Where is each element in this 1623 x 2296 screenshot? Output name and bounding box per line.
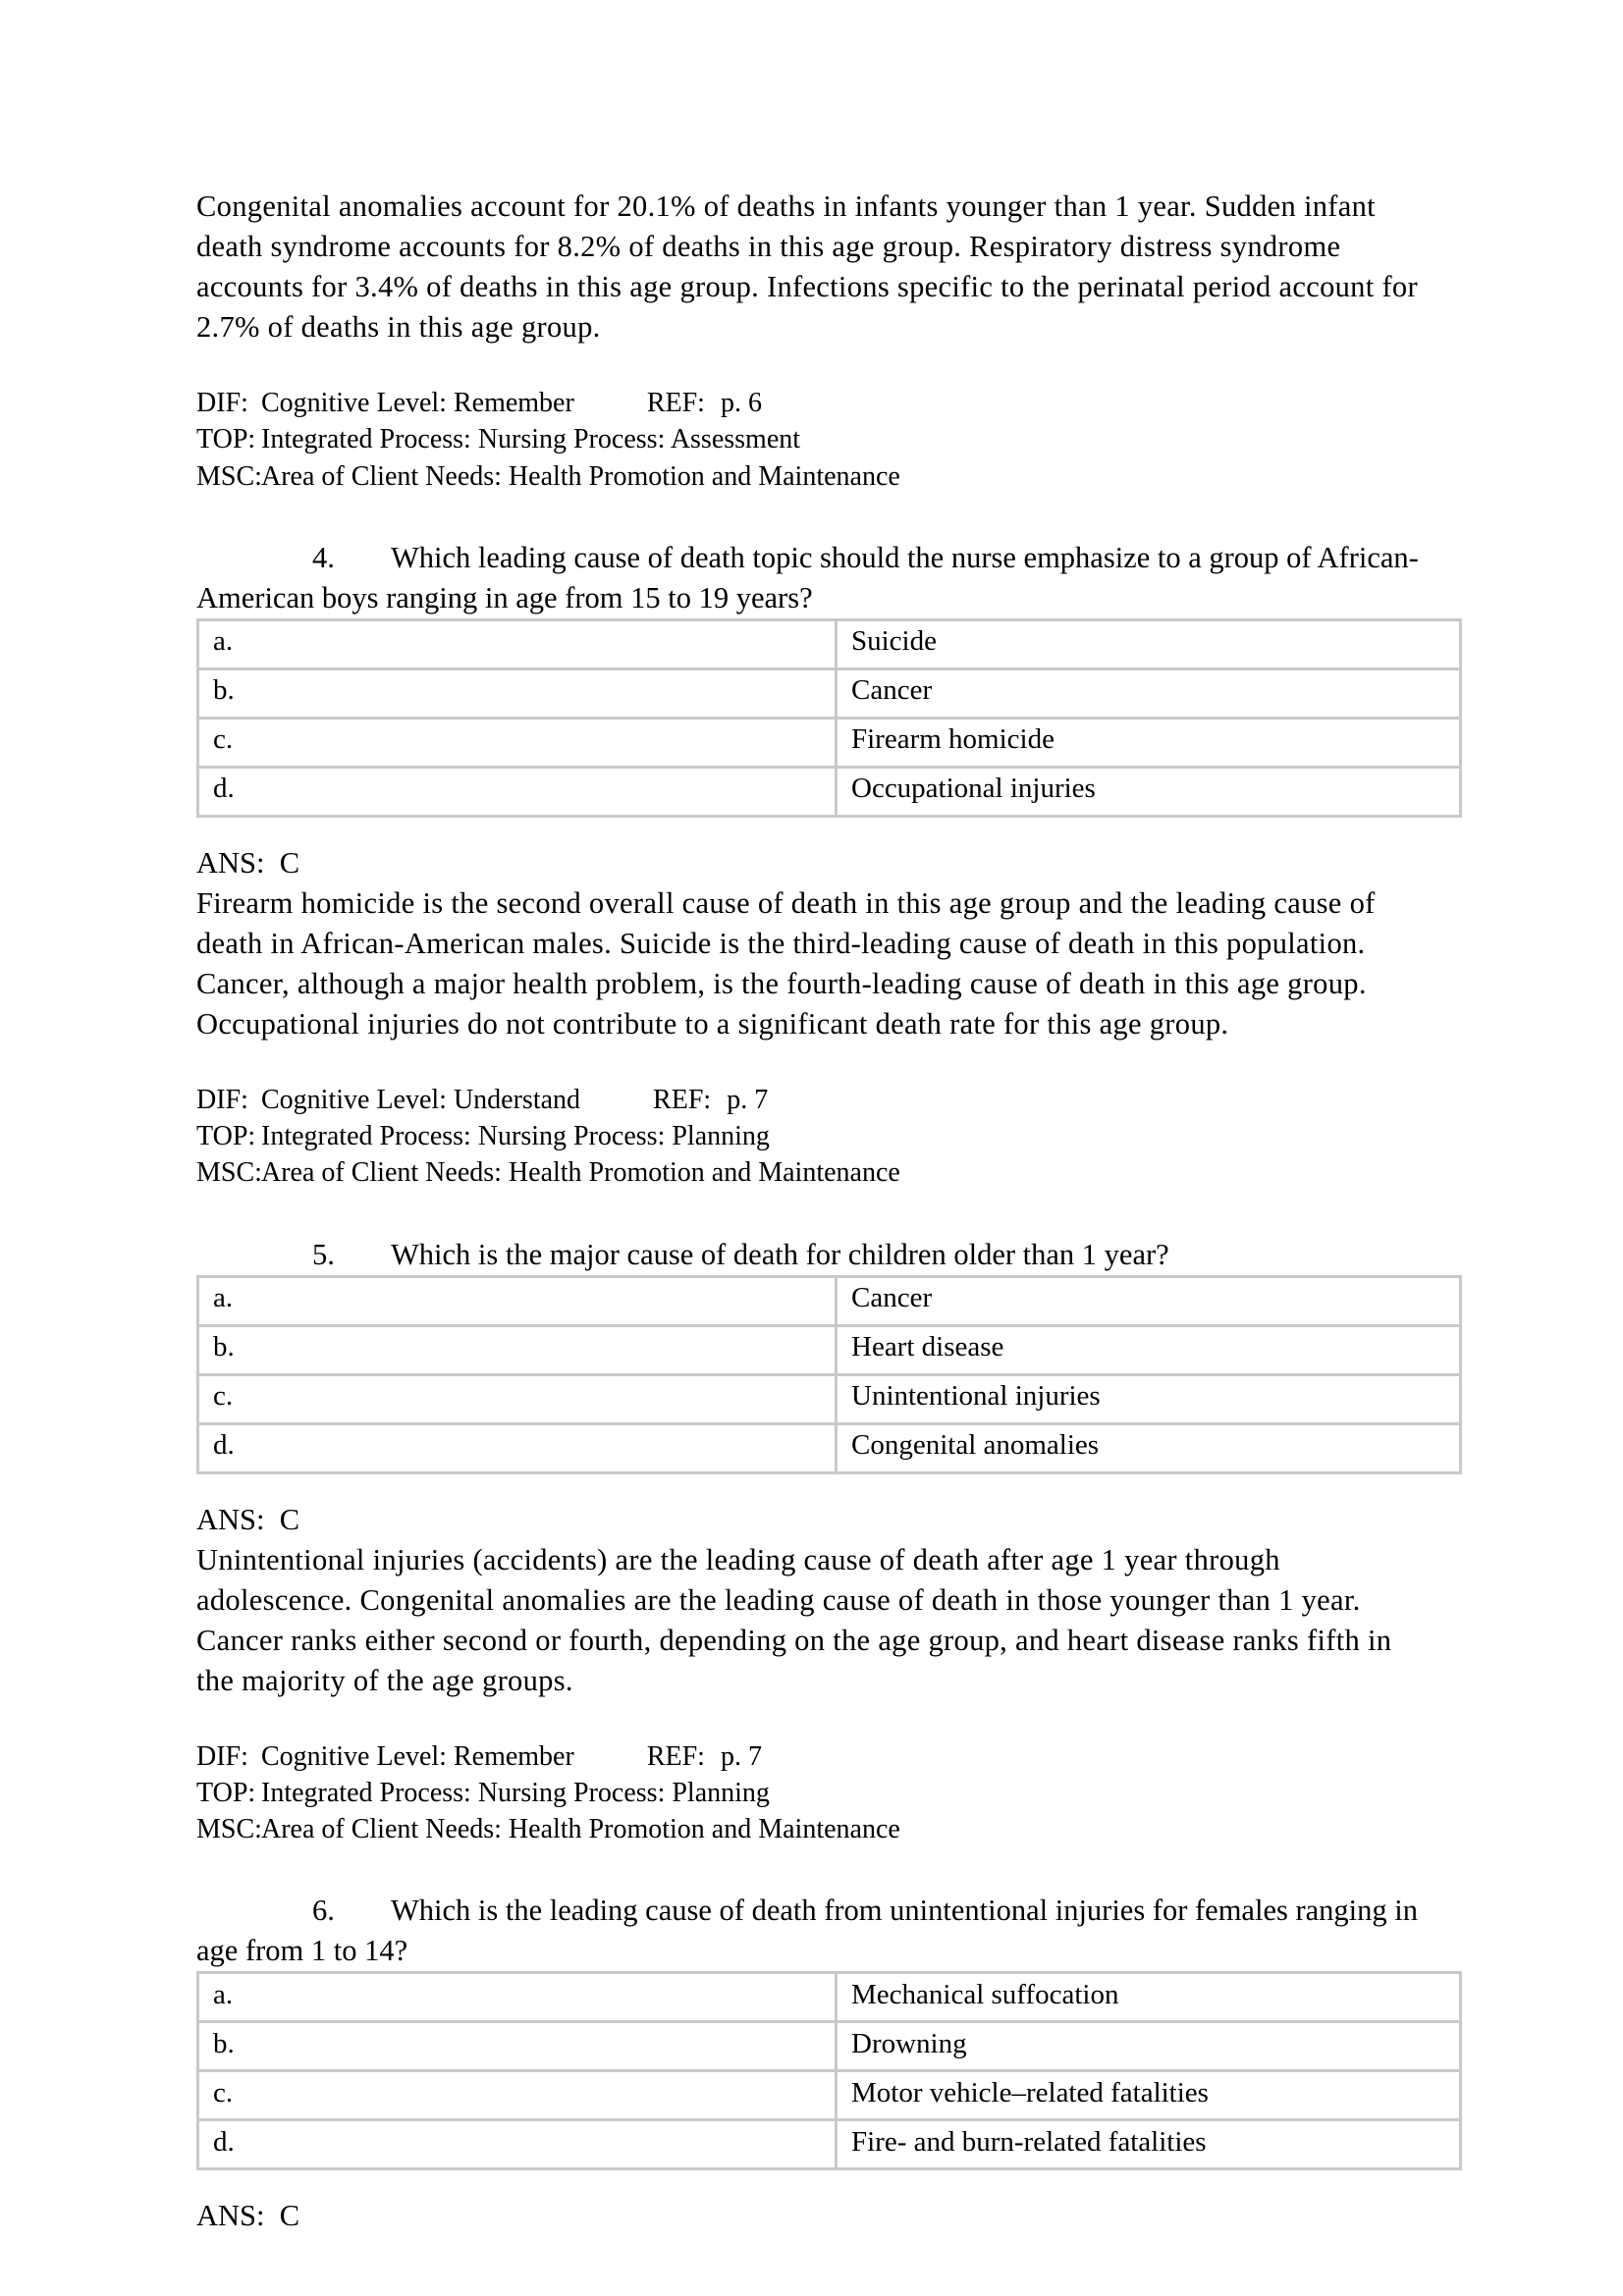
option-text: Fire- and burn-related fatalities — [835, 2118, 1462, 2170]
option-letter: d. — [196, 1422, 835, 1474]
question-text-5: Which is the major cause of death for children older than 1 year? — [391, 1237, 1169, 1271]
answer-line-6 — [196, 2196, 1427, 2236]
option-text: Cancer — [835, 667, 1462, 717]
table-row[interactable] — [196, 1275, 1462, 1324]
question-stem-6 — [196, 1891, 1427, 1971]
answer-line-4 — [196, 843, 1427, 883]
option-letter: b. — [196, 2020, 835, 2069]
answer-line-5 — [196, 1500, 1427, 1540]
option-letter: c. — [196, 717, 835, 766]
msc-value: Area of Client Needs: Health Promotion and Maintenance — [261, 460, 900, 492]
table-row[interactable] — [196, 766, 1462, 818]
metadata-msc-line — [196, 1154, 1427, 1191]
rationale-4: Firearm homicide is the second overall cause of death in this age group and the leading cause of death in African-American males. Suicide is the third-leading cause of death in this population. Cancer, although a major health problem, is the fourth-leading cause of death in this age group. Occupational injuries do not contribute to a significant death rate for this age group. — [196, 885, 1376, 1041]
question-text-4: Which leading cause of death topic should the nurse emphasize to a group of African-American boys ranging in age from 15 to 19 years? — [196, 540, 1419, 614]
option-text: Congenital anomalies — [835, 1422, 1462, 1474]
metadata-msc-line — [196, 458, 1427, 495]
table-row[interactable] — [196, 667, 1462, 717]
metadata-block-3 — [196, 1738, 1427, 1848]
msc-value: Area of Client Needs: Health Promotion and Maintenance — [261, 1157, 900, 1189]
top-value: Integrated Process: Nursing Process: Planning — [261, 1777, 770, 1808]
dif-key: DIF: — [196, 388, 248, 419]
option-text: Firearm homicide — [835, 717, 1462, 766]
ans-value: C — [279, 1502, 300, 1536]
msc-key: MSC: — [196, 460, 262, 492]
table-row[interactable] — [196, 717, 1462, 766]
table-row[interactable] — [196, 1373, 1462, 1422]
options-table-4 — [196, 618, 1462, 818]
table-row[interactable] — [196, 2020, 1462, 2069]
metadata-dif-line — [196, 385, 1427, 421]
ans-value: C — [279, 2199, 300, 2233]
option-text: Cancer — [835, 1275, 1462, 1324]
page-content — [196, 187, 1427, 2236]
metadata-block-1 — [196, 385, 1427, 495]
option-text: Unintentional injuries — [835, 1373, 1462, 1422]
top-key: TOP: — [196, 1777, 256, 1808]
options-table-6 — [196, 1971, 1462, 2170]
dif-value: Cognitive Level: Understand — [261, 1084, 581, 1115]
msc-value: Area of Client Needs: Health Promotion and Maintenance — [261, 1814, 900, 1845]
option-letter: a. — [196, 1275, 835, 1324]
table-row[interactable] — [196, 2118, 1462, 2170]
ans-label: ANS: — [196, 845, 265, 880]
option-letter: b. — [196, 1324, 835, 1373]
top-key: TOP: — [196, 424, 256, 455]
option-letter: c. — [196, 1373, 835, 1422]
metadata-top-line — [196, 1775, 1427, 1811]
table-row[interactable] — [196, 1971, 1462, 2020]
metadata-top-line — [196, 421, 1427, 457]
ref-value: p. 7 — [727, 1084, 769, 1115]
metadata-dif-line — [196, 1082, 1427, 1118]
dif-value: Cognitive Level: Remember — [261, 388, 574, 419]
ref-value: p. 7 — [720, 1740, 762, 1772]
option-letter: c. — [196, 2069, 835, 2118]
metadata-msc-line — [196, 1811, 1427, 1847]
top-value: Integrated Process: Nursing Process: Planning — [261, 1121, 770, 1152]
question-number-4: 4. — [312, 540, 335, 574]
metadata-dif-line — [196, 1738, 1427, 1775]
option-text: Motor vehicle–related fatalities — [835, 2069, 1462, 2118]
ref-key: REF: — [646, 388, 705, 419]
msc-key: MSC: — [196, 1157, 262, 1189]
question-number-5: 5. — [312, 1237, 335, 1271]
question-stem-5 — [196, 1235, 1427, 1275]
metadata-top-line — [196, 1118, 1427, 1154]
ans-value: C — [279, 845, 300, 880]
ans-label: ANS: — [196, 1502, 265, 1536]
option-text: Drowning — [835, 2020, 1462, 2069]
metadata-block-2 — [196, 1082, 1427, 1192]
ref-key: REF: — [653, 1084, 712, 1115]
option-letter: d. — [196, 2118, 835, 2170]
option-text: Suicide — [835, 618, 1462, 667]
option-letter: a. — [196, 618, 835, 667]
option-text: Mechanical suffocation — [835, 1971, 1462, 2020]
question-number-6: 6. — [312, 1894, 335, 1928]
dif-value: Cognitive Level: Remember — [261, 1740, 574, 1772]
option-text: Heart disease — [835, 1324, 1462, 1373]
ans-label: ANS: — [196, 2199, 265, 2233]
option-text: Occupational injuries — [835, 766, 1462, 818]
question-stem-4 — [196, 538, 1427, 618]
rationale-5: Unintentional injuries (accidents) are the leading cause of death after age 1 year through adolescence. Congenital anomalies are the leading cause of death in those younger than 1 year. Cancer ranks either second or fourth, depending on the age group, and heart disease ranks fifth in the majority of the age groups. — [196, 1542, 1392, 1697]
dif-key: DIF: — [196, 1084, 248, 1115]
dif-key: DIF: — [196, 1740, 248, 1772]
table-row[interactable] — [196, 1422, 1462, 1474]
msc-key: MSC: — [196, 1814, 262, 1845]
table-row[interactable] — [196, 2069, 1462, 2118]
top-value: Integrated Process: Nursing Process: Assessment — [261, 424, 801, 455]
intro-paragraph: Congenital anomalies account for 20.1% of deaths in infants younger than 1 year. Sudden infant death syndrome accounts for 8.2% of deaths in this age group. Respiratory distress syndrome accounts for 3.4% of deaths in this age group. Infections specific to the perinatal period account for 2.7% of deaths in this age group. — [196, 189, 1418, 345]
option-letter: b. — [196, 667, 835, 717]
ref-key: REF: — [646, 1740, 705, 1772]
top-key: TOP: — [196, 1121, 256, 1152]
table-row[interactable] — [196, 618, 1462, 667]
table-row[interactable] — [196, 1324, 1462, 1373]
option-letter: a. — [196, 1971, 835, 2020]
question-text-6: Which is the leading cause of death from unintentional injuries for females ranging in age from 1 to 14? — [196, 1894, 1418, 1968]
ref-value: p. 6 — [720, 388, 762, 419]
options-table-5 — [196, 1275, 1462, 1474]
option-letter: d. — [196, 766, 835, 818]
